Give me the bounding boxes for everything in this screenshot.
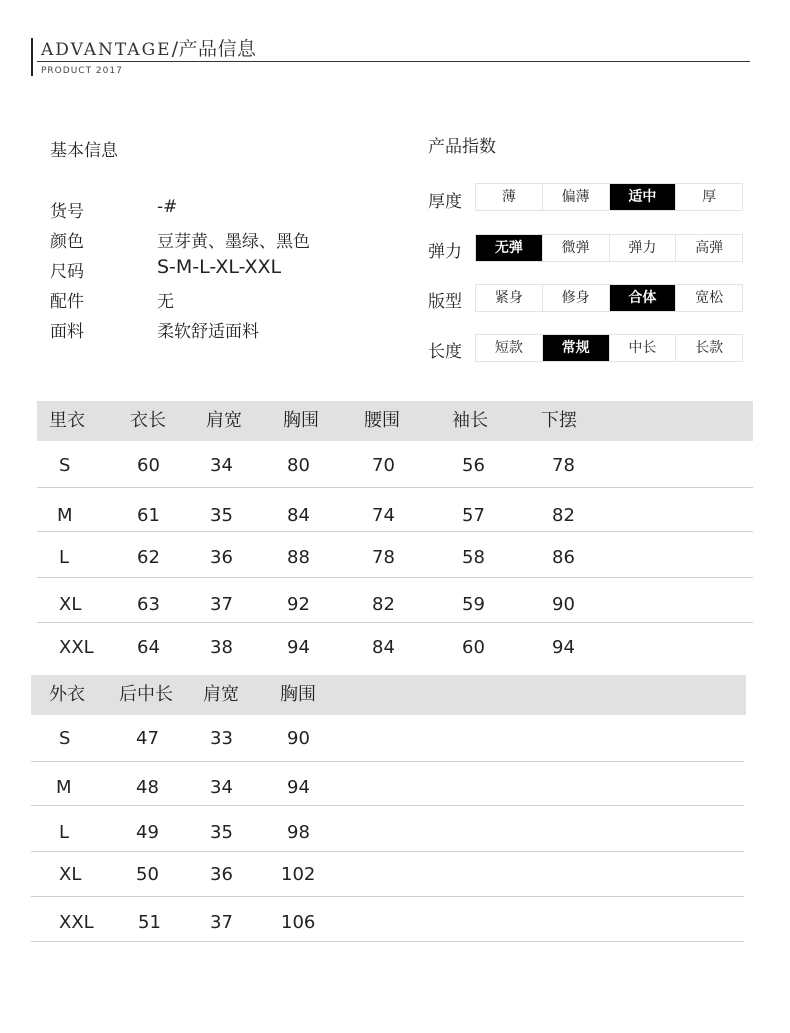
table-cell: 94: [552, 637, 575, 658]
table-cell: 94: [287, 637, 310, 658]
size-cell: XL: [59, 594, 82, 615]
thickness-selector: [475, 183, 743, 211]
product-index-title: 产品指数: [428, 137, 496, 157]
index-label-length: 长度: [428, 342, 462, 362]
elasticity-option-elastic: 弹力: [609, 235, 676, 261]
thickness-option-thick: 厚: [675, 184, 742, 210]
table-cell: 80: [287, 455, 310, 476]
fit-option-slim: 修身: [542, 285, 609, 311]
table-cell: 38: [210, 637, 233, 658]
table-cell: 37: [210, 594, 233, 615]
fit-selector: [475, 284, 743, 312]
table-cell: 57: [462, 505, 485, 526]
elasticity-option-slight: 微弹: [542, 235, 609, 261]
table-cell: 36: [210, 864, 233, 885]
row-divider: [37, 531, 753, 532]
table-cell: 90: [552, 594, 575, 615]
size-cell: S: [59, 455, 71, 476]
row-divider: [37, 487, 753, 488]
table-cell: 56: [462, 455, 485, 476]
row-divider: [37, 622, 753, 623]
table-cell: 84: [287, 505, 310, 526]
table-cell: 36: [210, 547, 233, 568]
table-cell: 34: [210, 455, 233, 476]
table-cell: 60: [462, 637, 485, 658]
inner-header-hem: 下摆: [541, 410, 577, 431]
outer-header-type: 外衣: [49, 684, 85, 705]
size-cell: L: [59, 822, 70, 843]
title-english: ADVANTAGE: [41, 40, 172, 60]
fit-option-loose: 宽松: [675, 285, 742, 311]
length-option-mid: 中长: [609, 335, 676, 361]
info-value-item-no: -#: [157, 197, 178, 217]
fit-option-regular: 合体: [609, 285, 676, 311]
fit-option-tight: 紧身: [494, 290, 523, 306]
size-cell: M: [57, 505, 73, 526]
inner-header-length: 衣长: [130, 410, 166, 431]
info-value-fabric: 柔软舒适面料: [157, 322, 259, 342]
info-label-color: 颜色: [50, 232, 84, 252]
table-cell: 60: [137, 455, 160, 476]
table-cell: 74: [372, 505, 395, 526]
table-row: [37, 505, 753, 529]
elasticity-option-none: 无弹: [476, 235, 542, 261]
table-row: [31, 777, 746, 801]
length-selector: [475, 334, 743, 362]
table-cell: 64: [137, 637, 160, 658]
index-label-fit: 版型: [428, 292, 462, 312]
info-value-color: 豆芽黄、墨绿、黑色: [157, 232, 310, 252]
table-cell: 49: [136, 822, 159, 843]
outer-header-back-length: 后中长: [119, 684, 173, 705]
elasticity-option-high: 高弹: [675, 235, 742, 261]
table-cell: 47: [136, 728, 159, 749]
size-cell: S: [59, 728, 71, 749]
table-cell: 58: [462, 547, 485, 568]
inner-table-header: [37, 401, 753, 441]
inner-header-shoulder: 肩宽: [206, 410, 242, 431]
table-cell: 82: [372, 594, 395, 615]
table-row: [37, 637, 753, 661]
elasticity-selector: [475, 234, 743, 262]
title-chinese: 产品信息: [178, 38, 257, 60]
table-cell: 84: [372, 637, 395, 658]
size-cell: XXL: [59, 912, 94, 933]
table-cell: 63: [137, 594, 160, 615]
inner-header-sleeve: 袖长: [452, 410, 488, 431]
length-option-long: 长款: [675, 335, 742, 361]
table-cell: 98: [287, 822, 310, 843]
table-cell: 35: [210, 505, 233, 526]
size-cell: XXL: [59, 637, 94, 658]
inner-size-table: [37, 401, 753, 671]
table-cell: 48: [136, 777, 159, 798]
table-row: [37, 594, 753, 618]
inner-header-type: 里衣: [49, 410, 85, 431]
row-divider: [31, 805, 744, 806]
table-cell: 88: [287, 547, 310, 568]
info-label-accessories: 配件: [50, 292, 84, 312]
title-separator: /: [171, 38, 179, 60]
table-cell: 37: [210, 912, 233, 933]
info-value-accessories: 无: [157, 292, 174, 312]
table-cell: 50: [136, 864, 159, 885]
table-row: [37, 547, 753, 571]
table-cell: 102: [281, 864, 316, 885]
outer-table-header: [31, 675, 746, 715]
table-cell: 94: [287, 777, 310, 798]
table-row: [37, 455, 753, 479]
index-label-thickness: 厚度: [428, 192, 462, 212]
table-cell: 34: [210, 777, 233, 798]
row-divider: [31, 851, 744, 852]
table-row: [31, 864, 746, 888]
table-cell: 86: [552, 547, 575, 568]
table-cell: 90: [287, 728, 310, 749]
thickness-option-slightly-thin: 偏薄: [542, 184, 609, 210]
thickness-option-moderate: 适中: [609, 184, 676, 210]
row-divider: [31, 941, 744, 942]
size-cell: L: [59, 547, 70, 568]
thickness-option-thin: 薄: [501, 189, 516, 205]
row-divider: [31, 761, 744, 762]
size-cell: M: [56, 777, 72, 798]
table-cell: 78: [372, 547, 395, 568]
row-divider: [31, 896, 744, 897]
table-cell: 106: [281, 912, 316, 933]
page-title: [41, 34, 256, 61]
table-row: [31, 822, 746, 846]
table-cell: 51: [138, 912, 161, 933]
table-cell: 62: [137, 547, 160, 568]
info-label-item-no: 货号: [50, 202, 84, 222]
table-row: [31, 728, 746, 752]
table-cell: 92: [287, 594, 310, 615]
basic-info-title: 基本信息: [50, 141, 118, 161]
index-label-elasticity: 弹力: [428, 242, 462, 262]
size-cell: XL: [59, 864, 82, 885]
table-cell: 33: [210, 728, 233, 749]
info-label-size: 尺码: [50, 262, 84, 282]
outer-header-shoulder: 肩宽: [203, 684, 239, 705]
length-option-short: 短款: [494, 340, 523, 356]
page-subtitle: PRODUCT 2017: [41, 66, 123, 76]
table-row: [31, 912, 746, 936]
table-cell: 78: [552, 455, 575, 476]
row-divider: [37, 577, 753, 578]
table-cell: 59: [462, 594, 485, 615]
length-option-regular: 常规: [542, 335, 609, 361]
table-cell: 35: [210, 822, 233, 843]
inner-header-waist: 腰围: [364, 410, 400, 431]
inner-header-chest: 胸围: [283, 410, 319, 431]
info-value-size: S-M-L-XL-XXL: [157, 256, 282, 278]
table-cell: 82: [552, 505, 575, 526]
outer-size-table: [31, 675, 746, 945]
info-label-fabric: 面料: [50, 322, 84, 342]
table-cell: 70: [372, 455, 395, 476]
outer-header-chest: 胸围: [280, 684, 316, 705]
header-accent-bar: [31, 38, 33, 76]
header-divider: [37, 61, 750, 62]
table-cell: 61: [137, 505, 160, 526]
